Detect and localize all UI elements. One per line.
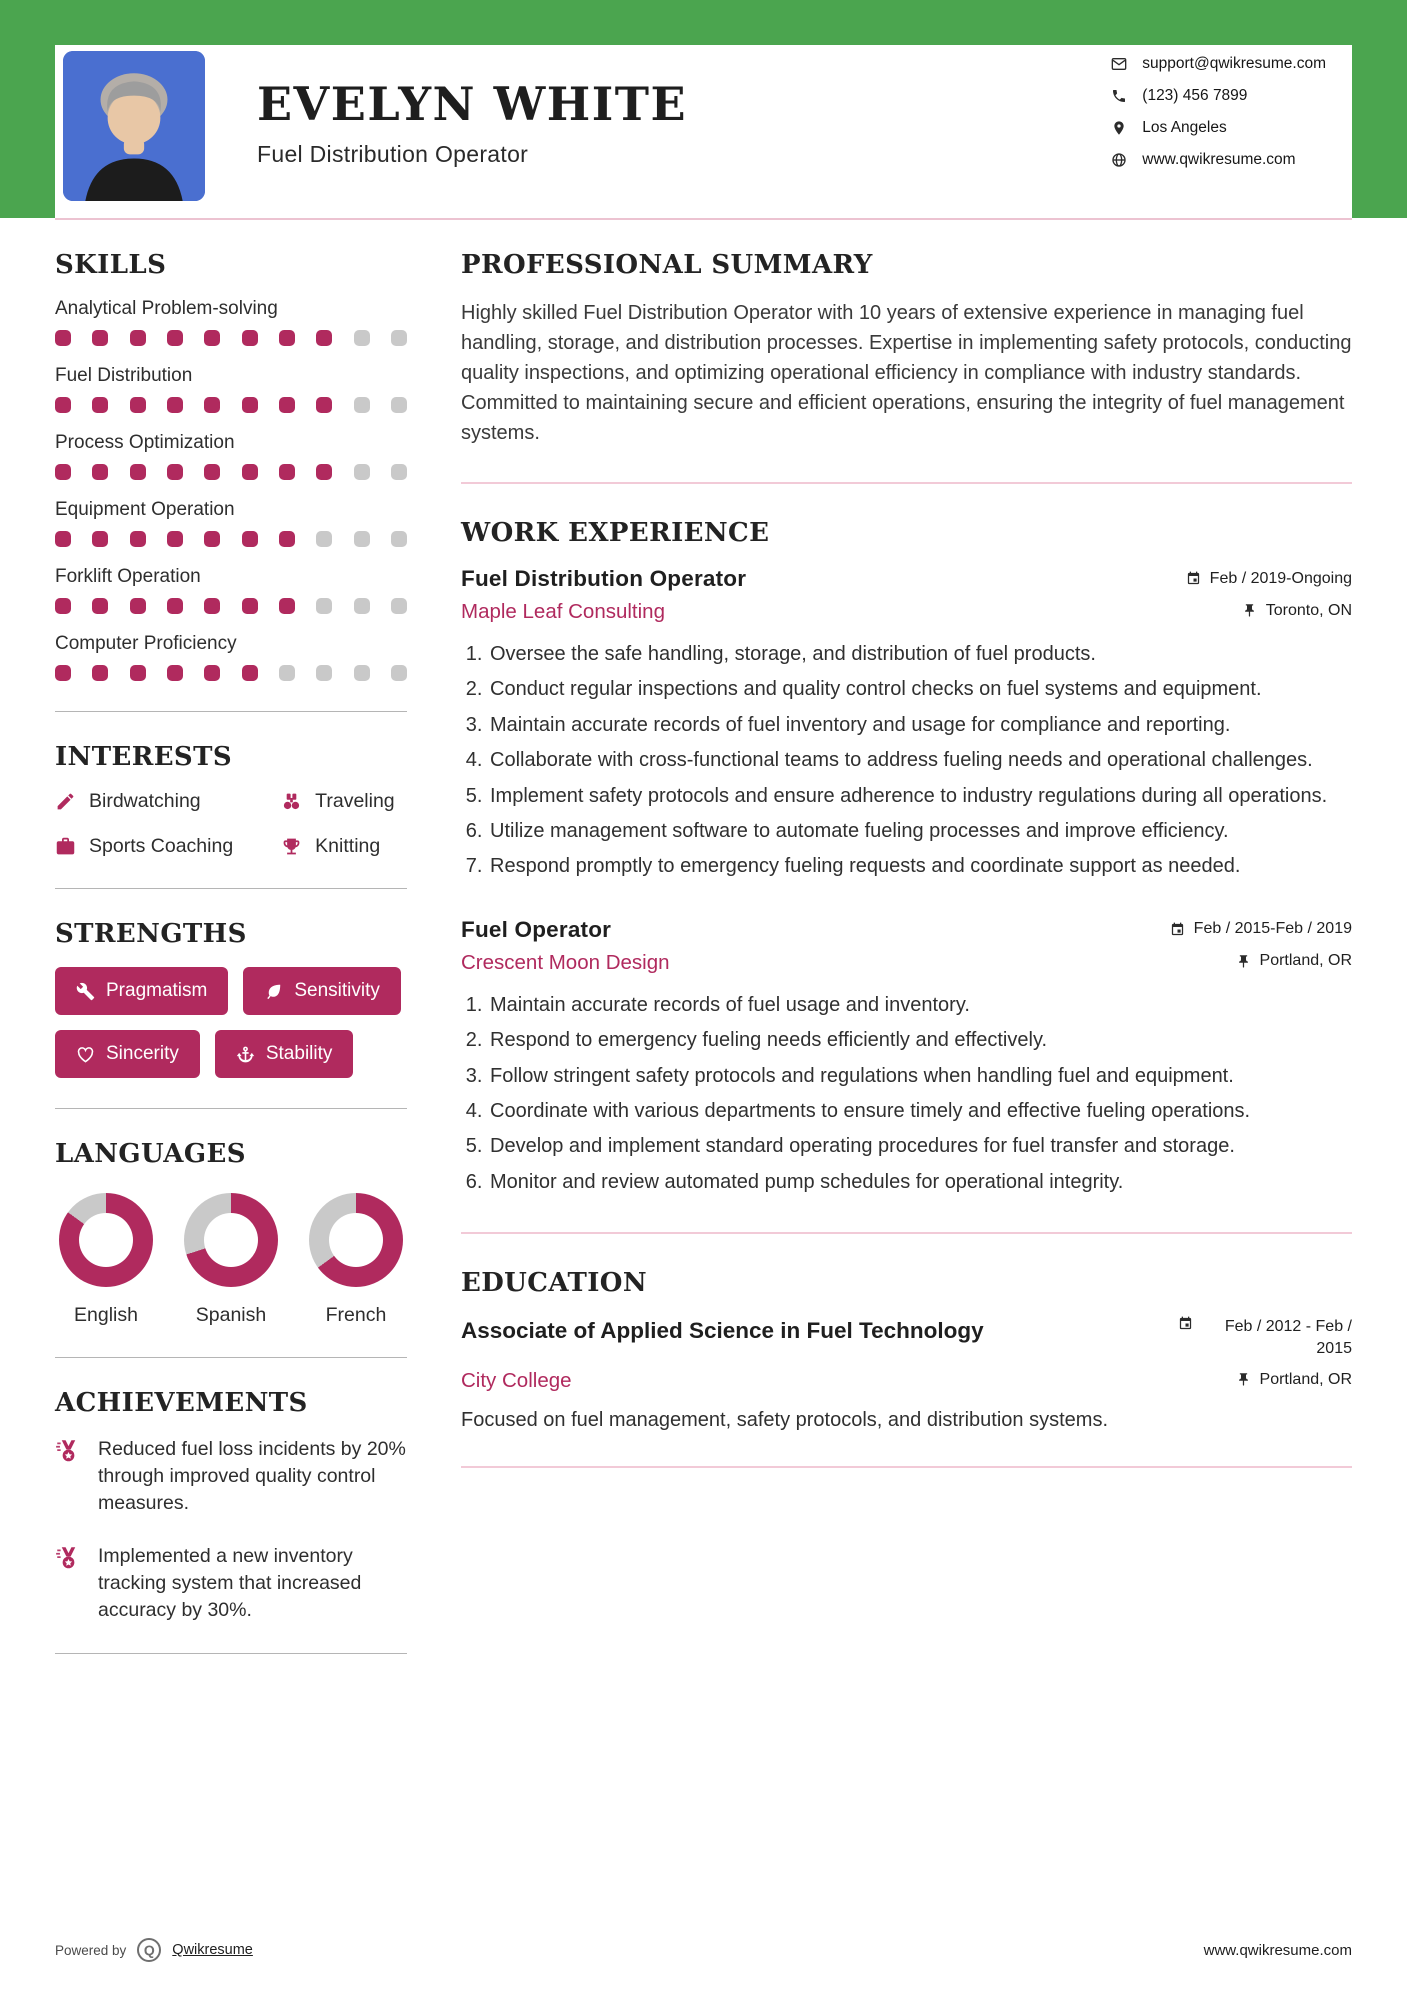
interest-item [55,790,233,813]
medal-icon [55,1545,82,1572]
skill-dot [279,665,295,681]
pushpin-icon [1242,603,1257,618]
job-duty: 2. Respond to emergency fueling needs efficiently and effectively. [488,1026,1352,1054]
skill-label: Forklift Operation [55,566,201,587]
skill-dot [130,397,146,413]
contact-location[interactable] [1111,119,1326,137]
skill-dot [391,464,407,480]
summary-section [461,250,1352,448]
pushpin-icon [1236,1372,1251,1387]
summary-text: Highly skilled Fuel Distribution Operator with 10 years of extensive experience in managing fuel handling, storage, and distribution processes. Expertise in implementing safety protocols, conducting quality inspections, and optimizing operational efficiency in compliance with industry standards. Committed to maintaining secure and efficient operations, ensuring the integrity of fuel management systems. [461,302,1352,444]
interest-item [281,790,394,813]
trophy-icon [281,836,302,857]
job-subheader [461,951,1352,975]
skill-dot [167,665,183,681]
skill-dot [130,598,146,614]
skill-dot [316,531,332,547]
job-location [1236,952,1352,970]
experience-heading: WORK EXPERIENCE [461,518,770,548]
skill-dot [391,531,407,547]
skill-dot [242,665,258,681]
skill-dot [167,330,183,346]
education-subheader [461,1369,1352,1393]
job-duty: 5. Implement safety protocols and ensure adherence to industry regulations during all operations. [488,782,1352,810]
skill-dot [354,598,370,614]
language-item [309,1193,403,1327]
achievements-section [55,1388,407,1623]
skill-item [55,499,407,547]
skill-item [55,432,407,480]
strength-label: Pragmatism [106,980,208,1001]
skill-dot [55,531,71,547]
job-location [1242,602,1352,620]
education-dates-text: Feb / 2012 - Feb / 2015 [1224,1318,1352,1357]
envelope-icon [1111,56,1127,72]
languages-section [55,1139,407,1327]
qwikresume-brand-link[interactable]: Qwikresume [172,1942,253,1958]
strength-label: Sincerity [106,1043,179,1064]
profile-photo-image [63,51,205,201]
location-icon [1111,120,1127,136]
achievement-text: Implemented a new inventory tracking system that increased accuracy by 30%. [98,1544,362,1621]
interest-item [281,835,394,858]
pencil-icon [55,791,76,812]
skill-dot [316,598,332,614]
skill-dot [92,464,108,480]
job-duty: 4. Collaborate with cross-functional teams to address fueling needs and operational challenges. [488,746,1352,774]
achievements-list [55,1436,407,1623]
skills-heading: SKILLS [55,250,167,280]
calendar-icon [1178,1316,1193,1331]
achievements-heading: ACHIEVEMENTS [55,1388,308,1418]
interests-section [55,742,407,858]
education-note: Focused on fuel management, safety protocols, and distribution systems. [461,1409,1109,1432]
section-divider [55,1357,407,1358]
identity-block [257,51,687,168]
skill-dot [55,464,71,480]
anchor-icon [236,1045,255,1064]
skills-section [55,250,407,681]
skill-dot [354,330,370,346]
job-entry [461,917,1352,1196]
contact-phone-text: (123) 456 7899 [1142,87,1248,104]
heart-icon [76,1045,95,1064]
job-duty: 5. Develop and implement standard operating procedures for fuel transfer and storage. [488,1132,1352,1160]
interests-list [55,790,407,858]
language-donut [309,1193,403,1287]
skill-dot [204,598,220,614]
strength-pill [215,1030,354,1078]
skill-dot [279,397,295,413]
skill-dot [279,598,295,614]
section-divider [461,1466,1352,1468]
education-location [1236,1371,1352,1389]
school-link[interactable]: City College [461,1369,572,1393]
languages-heading: LANGUAGES [55,1139,246,1169]
job-duty: 2. Conduct regular inspections and quality control checks on fuel systems and equipment. [488,675,1352,703]
job-duty: 4. Coordinate with various departments to ensure timely and effective fueling operations. [488,1097,1352,1125]
main-content [0,220,1407,1684]
experience-section [461,518,1352,1196]
skill-dot [167,397,183,413]
header-card [55,45,1352,218]
strengths-heading: STRENGTHS [55,919,247,949]
skill-dot [242,598,258,614]
contact-location-text: Los Angeles [1142,119,1227,136]
section-divider [55,711,407,712]
interest-item [55,835,233,858]
skill-dot [354,464,370,480]
interest-label: Knitting [315,835,381,857]
skill-label: Analytical Problem-solving [55,298,278,319]
skill-dot [391,330,407,346]
education-section [461,1268,1352,1432]
interest-label: Sports Coaching [89,835,234,857]
contact-list [1111,51,1326,169]
skill-item [55,365,407,413]
skills-list [55,298,407,681]
job-dates-text: Feb / 2015-Feb / 2019 [1193,920,1352,938]
skill-dot [167,598,183,614]
job-header [461,566,1352,592]
skill-level-dots [55,665,407,681]
job-location-text: Portland, OR [1259,952,1352,970]
skill-dot [391,598,407,614]
skill-dot [55,397,71,413]
skill-level-dots [55,531,407,547]
language-item [184,1193,278,1327]
header-band [0,0,1407,218]
skill-dot [204,397,220,413]
strength-pill [243,967,401,1015]
candidate-job-title: Fuel Distribution Operator [257,141,529,167]
skill-dot [316,665,332,681]
job-dates [1186,570,1352,588]
skill-dot [354,397,370,413]
skill-dot [167,531,183,547]
skill-dot [391,397,407,413]
skill-dot [92,531,108,547]
language-donut [59,1193,153,1287]
company-link[interactable]: Maple Leaf Consulting [461,600,665,623]
job-title: Fuel Distribution Operator [461,566,747,591]
skill-dot [242,464,258,480]
contact-email[interactable] [1111,55,1326,73]
tools-icon [76,982,95,1001]
briefcase-icon [55,836,76,857]
job-header [461,917,1352,943]
skill-label: Fuel Distribution [55,365,193,386]
job-duties-list [461,640,1352,881]
interest-label: Birdwatching [89,790,201,812]
skill-dot [391,665,407,681]
job-location-text: Toronto, ON [1265,601,1352,619]
skill-label: Process Optimization [55,432,235,453]
company-link[interactable]: Crescent Moon Design [461,950,670,974]
education-heading: EDUCATION [461,1268,648,1299]
skill-dot [130,531,146,547]
job-title: Fuel Operator [461,916,612,942]
skill-dot [316,330,332,346]
degree-title: Associate of Applied Science in Fuel Technology [461,1318,984,1344]
skill-dot [130,464,146,480]
achievement-item [55,1436,407,1517]
skill-dot [55,598,71,614]
skill-dot [130,330,146,346]
binoculars-icon [281,791,302,812]
skill-dot [242,531,258,547]
skill-dot [92,598,108,614]
skill-dot [242,397,258,413]
strengths-list [55,967,407,1078]
language-label: Spanish [195,1304,267,1326]
contact-email-text: support@qwikresume.com [1142,55,1326,72]
skill-dot [204,330,220,346]
skill-item [55,298,407,346]
interest-label: Traveling [315,790,395,812]
calendar-icon [1170,922,1185,937]
skill-dot [55,330,71,346]
skill-dot [92,397,108,413]
skill-level-dots [55,397,407,413]
skill-dot [92,665,108,681]
globe-icon [1111,152,1127,168]
powered-by-block [55,1938,253,1962]
education-location-text: Portland, OR [1259,1370,1352,1388]
language-donut [184,1193,278,1287]
education-header [461,1316,1352,1359]
pushpin-icon [1236,954,1251,969]
skill-item [55,566,407,614]
contact-phone[interactable] [1111,87,1326,105]
leaf-icon [264,982,283,1001]
skill-dot [130,665,146,681]
skill-dot [316,397,332,413]
phone-icon [1111,88,1127,104]
skill-dot [204,665,220,681]
skill-dot [167,464,183,480]
section-divider [55,1108,407,1109]
job-duty: 3. Maintain accurate records of fuel inventory and usage for compliance and reporting. [488,711,1352,739]
job-duty: 3. Follow stringent safety protocols and regulations when handling fuel and equipment. [488,1062,1352,1090]
section-divider [55,1653,407,1654]
job-duty: 7. Respond promptly to emergency fueling requests and coordinate support as needed. [488,852,1352,880]
job-duty: 6. Utilize management software to automate fueling processes and improve efficiency. [488,817,1352,845]
skill-dot [279,531,295,547]
skill-dot [279,330,295,346]
qwikresume-logo-icon: Q [137,1938,161,1962]
education-dates [1178,1316,1352,1359]
skill-dot [242,330,258,346]
job-dates-text: Feb / 2019-Ongoing [1209,569,1352,587]
job-duty: 6. Monitor and review automated pump schedules for operational integrity. [488,1168,1352,1196]
skill-dot [354,665,370,681]
summary-heading: PROFESSIONAL SUMMARY [461,250,873,280]
job-dates [1170,920,1352,938]
job-duty: 1. Maintain accurate records of fuel usage and inventory. [488,991,1352,1019]
calendar-icon [1186,571,1201,586]
section-divider [461,1232,1352,1234]
skill-dot [279,464,295,480]
skill-dot [204,464,220,480]
medal-icon [55,1438,82,1465]
languages-list [55,1187,407,1327]
language-item [59,1193,153,1327]
skill-level-dots [55,330,407,346]
skill-label: Computer Proficiency [55,633,237,654]
jobs-list [461,566,1352,1196]
skill-dot [55,665,71,681]
skill-dot [92,330,108,346]
strength-pill [55,1030,200,1078]
job-subheader [461,600,1352,624]
right-column [461,250,1352,1684]
powered-by-label: Powered by [55,1942,127,1958]
skill-item [55,633,407,681]
strength-pill [55,967,228,1015]
left-column [55,250,407,1684]
language-label: English [74,1304,138,1326]
skill-dot [354,531,370,547]
footer [0,1938,1407,1990]
job-duty: 1. Oversee the safe handling, storage, and distribution of fuel products. [488,640,1352,668]
candidate-name: EVELYN WHITE [257,77,688,131]
job-duties-list [461,991,1352,1196]
skill-dot [204,531,220,547]
achievement-text: Reduced fuel loss incidents by 20% through improved quality control measures. [98,1438,406,1514]
skill-level-dots [55,598,407,614]
strengths-section [55,919,407,1078]
skill-label: Equipment Operation [55,499,235,520]
profile-photo [63,51,205,201]
section-divider [461,482,1352,484]
strength-label: Sensitivity [294,980,380,1001]
skill-level-dots [55,464,407,480]
skill-dot [316,464,332,480]
job-entry [461,566,1352,881]
achievement-item [55,1543,407,1624]
language-label: French [325,1304,387,1326]
contact-website[interactable] [1111,151,1326,169]
footer-url-link[interactable]: www.qwikresume.com [1203,1941,1352,1959]
strength-label: Stability [265,1043,333,1064]
interests-heading: INTERESTS [55,742,233,772]
contact-website-text: www.qwikresume.com [1142,151,1296,168]
section-divider [55,888,407,889]
